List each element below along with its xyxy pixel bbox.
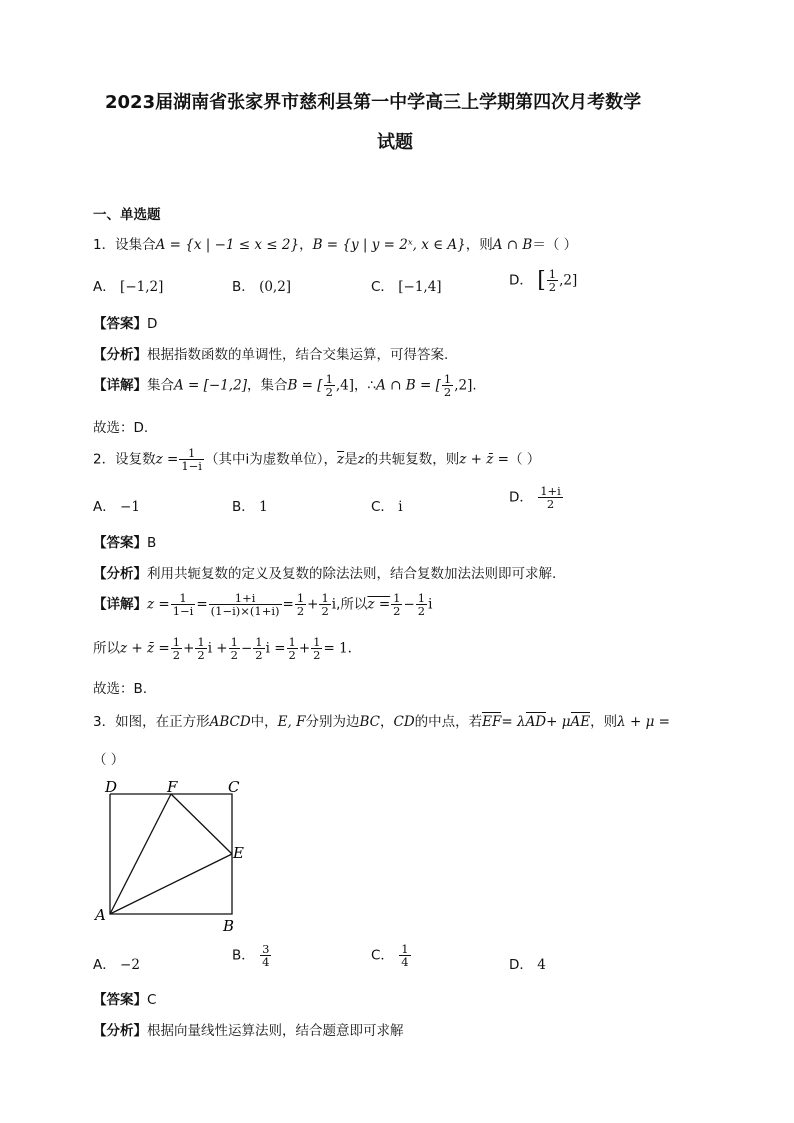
label-e: E bbox=[233, 844, 244, 862]
label-f: F bbox=[167, 778, 178, 796]
q1-answer: 【答案】D bbox=[93, 316, 158, 332]
q2-option-a: A． −1 bbox=[93, 499, 140, 515]
square-figure bbox=[90, 776, 260, 936]
label-a: A bbox=[95, 906, 106, 924]
q3-stem: 3．如图，在正方形ABCD中，E, F分别为边BC，CD的中点，若EF= λAD+ μAE，则λ + μ = bbox=[93, 714, 670, 730]
segment-af bbox=[110, 794, 171, 914]
q1-option-c: C． [−1,4] bbox=[371, 279, 442, 295]
page-title: 2023届湖南省张家界市慈利县第一中学高三上学期第四次月考数学 bbox=[105, 92, 642, 113]
q2-detail: 【详解】z = $\frac{1}{1-i}$ = $\frac{1+i}{(1-i)\times(1+i)}$ = $\frac{1}{2}$ + $\frac{1}{2}$ i,所以z = $\frac{1}{2}$ − $\frac{1}{2}$ i bbox=[93, 591, 433, 619]
segment-fe bbox=[171, 794, 232, 854]
label-d: D bbox=[105, 778, 118, 796]
label-b: B bbox=[223, 917, 235, 935]
q1-option-d: D． [ $\frac{1}{2}$ ,2] bbox=[509, 267, 578, 295]
square-abcd bbox=[110, 794, 232, 914]
q2-option-b: B． 1 bbox=[232, 499, 268, 515]
q3-blank: （ ） bbox=[93, 752, 125, 768]
q3-option-d: D． 4 bbox=[509, 957, 546, 973]
page-title-line2: 试题 bbox=[377, 132, 413, 153]
q1-analysis: 【分析】根据指数函数的单调性，结合交集运算，可得答案. bbox=[93, 347, 449, 363]
q2-option-c: C． i bbox=[371, 499, 403, 515]
label-c: C bbox=[228, 778, 240, 796]
q2-sum: 所以z + z̄ = $\frac{1}{2}$ + $\frac{1}{2}$ i + $\frac{1}{2}$ − $\frac{1}{2}$ i = $\frac{1}{2}$ + $\frac{1}{2}$ = 1. bbox=[93, 635, 352, 663]
q3-answer: 【答案】C bbox=[93, 992, 157, 1008]
q1-detail: 【详解】集合A = [−1,2]，集合B = [ $\frac{1}{2}$ ,4]，∴A ∩ B = [ $\frac{1}{2}$ ,2]. bbox=[93, 372, 477, 400]
q2-stem: 2．设复数z = $\frac{1}{1-i}$ （其中i为虚数单位），$\overline{z}$是z的共轭复数，则z + z̄ =（ ） bbox=[93, 446, 541, 474]
q2-analysis: 【分析】利用共轭复数的定义及复数的除法法则，结合复数加法法则即可求解. bbox=[93, 566, 557, 582]
section-heading: 一、单选题 bbox=[93, 207, 161, 223]
q1-stem: 1．设集合A = {x | −1 ≤ x ≤ 2}，B = {y | y = 2ˣ, x ∈ A}，则A ∩ B＝（ ） bbox=[93, 237, 578, 253]
segment-ae bbox=[110, 854, 232, 914]
q2-answer: 【答案】B bbox=[93, 535, 157, 551]
q3-option-c: C． $\frac{1}{4}$ bbox=[371, 942, 409, 970]
q3-option-b: B． $\frac{3}{4}$ bbox=[232, 942, 270, 970]
q2-choose: 故选：B. bbox=[93, 681, 148, 697]
q3-analysis: 【分析】根据向量线性运算法则，结合题意即可求解 bbox=[93, 1023, 404, 1039]
q1-option-b: B． (0,2] bbox=[232, 279, 292, 295]
q1-choose: 故选：D. bbox=[93, 420, 149, 436]
q3-option-a: A． −2 bbox=[93, 957, 140, 973]
q2-option-d: D． $\frac{1+i}{2}$ bbox=[509, 484, 561, 512]
q1-option-a: A． [−1,2] bbox=[93, 279, 164, 295]
